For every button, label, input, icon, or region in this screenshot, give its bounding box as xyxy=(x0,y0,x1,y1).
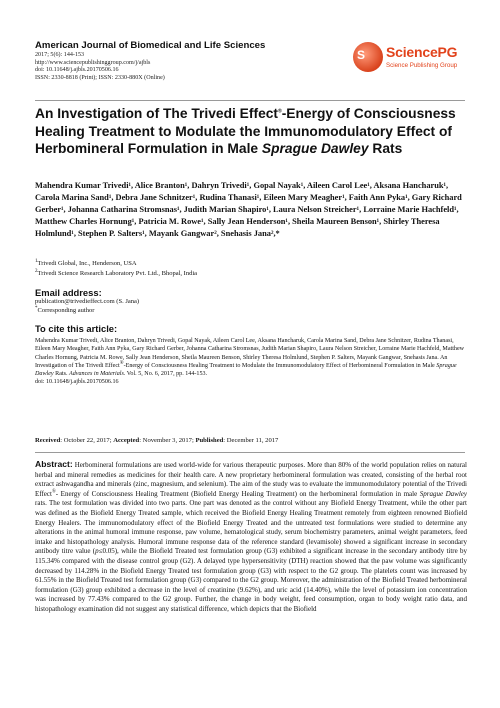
journal-url[interactable]: http://www.sciencepublishinggroup.com/j/ajbls xyxy=(35,59,151,66)
corresponding-author-note: *Corresponding author xyxy=(35,305,95,314)
affiliation-item: $^2$Trivedi Science Research Laboratory Pvt. Ltd., Bhopal, India xyxy=(35,268,198,277)
publisher-logo-name: SciencePG xyxy=(386,44,458,60)
journal-name: American Journal of Biomedical and Life Sciences xyxy=(35,40,266,51)
citation-heading: To cite this article: xyxy=(35,323,118,334)
email-heading: Email address: xyxy=(35,287,102,298)
journal-doi[interactable]: doi: 10.11648/j.ajbls.20170506.16 xyxy=(35,67,119,73)
journal-issue: 2017; 5(6): 144-153 xyxy=(35,52,85,58)
affiliations xyxy=(35,259,465,279)
journal-header xyxy=(35,40,465,101)
article-title: An Investigation of The Trivedi Effect®-Energy of Consciousness Healing Treatment to Modulate the Immunomodulatory Effect of Herbomineral Formulation in Male Sprague Dawley Rats xyxy=(35,106,456,156)
abstract: Abstract: Herbomineral formulations are used world-wide for various therapeutic purposes. More than 80% of the world population relies on natural herbal and mineral remedies as medicines for their health care. A new proprietary herbomineral formulation was created, consisting of the herbal root extract ashwagandha and minerals (zinc, magnesium, and selenium). The aim of the study was to evaluate the immunomodulatory potential of the Trivedi Effect®- Energy of Consciousness Healing Treatment (Biofield Energy Healing Treatment) on the herbomineral formulation in male Sprague Dawley rats. The test formulation was divided into two parts. One part was denoted as the control without any Biofield Energy Treatment, while the other part was defined as the Biofield Energy Treated sample, which received the Biofield Energy Healing Treatment remotely from eighteen renowned Biofield Energy Healers. The immunomodulatory effect of the Biofield Energy Treated and the untreated test formulations were studied to determine any alterations in the animal humoral immune response, paw volume, hematological study, serum biochemistry parameters, animal weight parameters, feed intake and histopathology analysis. Humoral immune response data of the reference standard (levamisole) showed a significant increase in secondary antibody titre value (p≤0.05), while the Biofield Treated test formulation group (G3) exhibited a significant increase in the secondary antibody titre by 115.34% compared with the disease control group (G2). A delayed type hypersensitivity (DTH) reaction showed that the paw volume was significantly decreased by 114.28% in the Biofield Energy Treated test formulation group (G3) with respect to the G2 group. The platelets count was increased by 61.55% in the Biofield Treated test formulation group (G3) compared to the G2 group. Moreover, the administration of the Biofield Treated herbomineral formulation (G3) group exhibited a decrease in the level of creatinine (9.62%), and uric acid (14.40%), while the level of potassium ion concentration was increased by 77.43% compared to the G2 group. Further, the change in body weight, feed consumption, organ to body weight ratio data, and histopathology examination did not suggest any statistical difference, which depicts that the Biofield xyxy=(35,459,467,613)
email-address[interactable]: publication@trivedieffect.com (S. Jana) xyxy=(35,298,140,305)
article-dates: Received: October 22, 2017; Accepted: November 3, 2017; Published: December 11, 2017 xyxy=(35,437,465,453)
publisher-logo-icon: S xyxy=(353,42,383,72)
email-section xyxy=(35,287,465,315)
citation-section xyxy=(35,323,465,387)
abstract-label: Abstract: xyxy=(35,459,73,469)
publisher-logo-subtitle: Science Publishing Group xyxy=(386,62,458,69)
publisher-logo xyxy=(353,42,465,80)
citation-doi[interactable]: doi: 10.11648/j.ajbls.20170506.16 xyxy=(35,379,119,386)
citation-text: Mahendra Kumar Trivedi, Alice Branton, Dahryn Trivedi, Gopal Nayak, Aileen Carol Lee, Aksana Hancharuk, Carola Marina Sand, Debra Jane Schnitzer, Rudina Thanasi, Eileen Mary Meagher, Faith Ann Pyka, Gary Richard Gerber, Johanna Catharina Stromsnas, Judith Marian Shapiro, Laura Nelson Streicher, Lorraine Marie Hachfeld, Matthew Charles Hornung, Patricia M. Rowe, Sally Jean Henderson, Sheila Maureen Benson, Shirley Theresa Holmlund, Stephen P. Salters, Mayank Gangwar, Snehasis Jana. An Investigation of The Trivedi Effect®-Energy of Consciousness Healing Treatment to Modulate the Immunomodulatory Effect of Herbomineral Formulation in Male Sprague Dawley Rats. Advances in Materials. Vol. 5, No. 6, 2017, pp. 144-153. doi: 10.11648/j.ajbls.20170506.16 xyxy=(35,338,465,386)
author-list: Mahendra Kumar Trivedi¹, Alice Branton¹, Dahryn Trivedi¹, Gopal Nayak¹, Aileen Carol Lee¹, Aksana Hancharuk¹, Carola Marina Sand¹, Debra Jane Schnitzer¹, Rudina Thanasi¹, Eileen Mary Meagher¹, Faith Ann Pyka¹, Gary Richard Gerber¹, Johanna Catharina Stromsnas¹, Judith Marian Shapiro¹, Laura Nelson Streicher¹, Lorraine Marie Hachfeld¹, Matthew Charles Hornung¹, Patricia M. Rowe¹, Sally Jean Henderson¹, Sheila Maureen Benson¹, Shirley Theresa Holmlund¹, Stephen P. Salters¹, Mayank Gangwar², Snehasis Jana²,* xyxy=(35,181,462,238)
journal-issn: ISSN: 2330-8818 (Print); ISSN: 2330-880X (Online) xyxy=(35,74,165,81)
affiliation-item: $^1$Trivedi Global, Inc., Henderson, USA xyxy=(35,258,137,267)
